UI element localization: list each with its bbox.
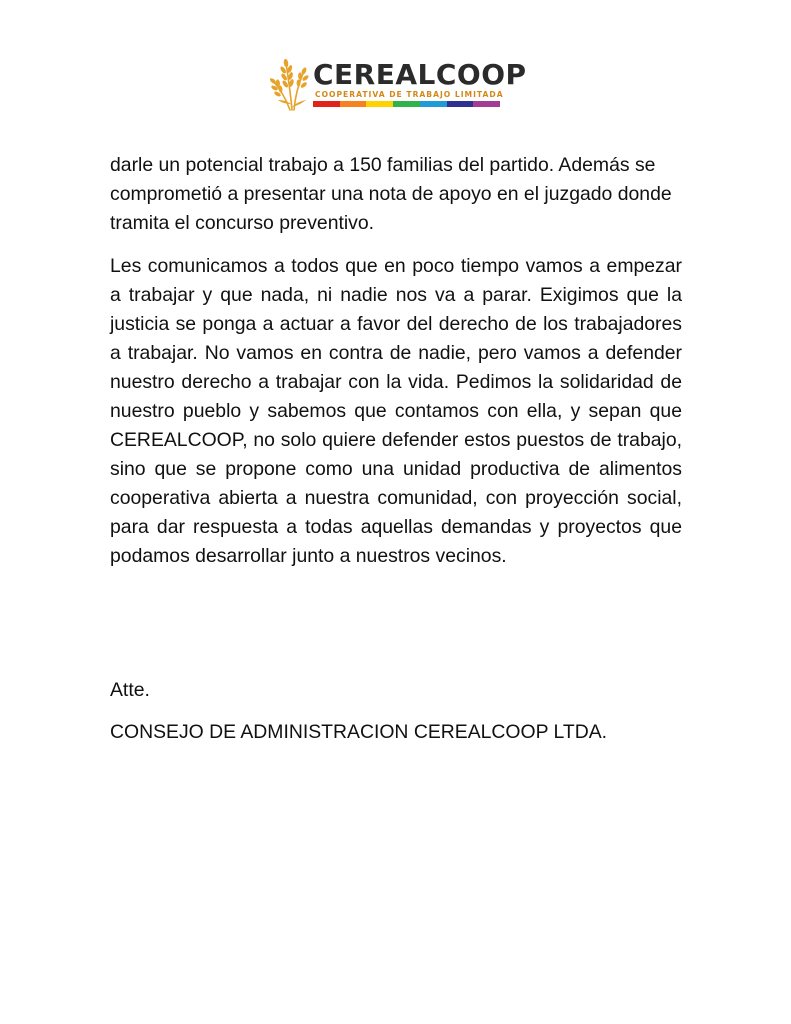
stripe-purple — [473, 101, 500, 107]
letterhead-logo — [270, 57, 527, 111]
stripe-dark-blue — [447, 101, 474, 107]
paragraph-1: darle un potencial trabajo a 150 familias del partido. Además se comprometió a presentar una nota de apoyo en el juzgado donde tramita el concurso preventivo. — [110, 154, 672, 234]
signature: CONSEJO DE ADMINISTRACION CEREALCOOP LTDA. — [110, 721, 608, 743]
wheat-icon — [270, 57, 312, 111]
stripe-light-blue — [420, 101, 447, 107]
paragraph-2: Les comunicamos a todos que en poco tiempo vamos a empezar a trabajar y que nada, ni nadie nos va a parar. Exigimos que la justicia se ponga a actuar a favor del derecho de los trabajadores a trabajar. No vamos en contra de nadie, pero vamos a defender nuestro derecho a trabajar con la vida. Pedimos la solidaridad de nuestro pueblo y sabemos que contamos con ella, y sepan que CEREALCOOP, no solo quiere defender estos puestos de trabajo, sino que se propone como una unidad productiva de alimentos cooperativa abierta a nuestra comunidad, con proyección social, para dar respuesta a todas aquellas demandas y proyectos que podamos desarrollar junto a nuestros vecinos. — [110, 255, 682, 567]
letter-body — [110, 151, 682, 571]
stripe-orange — [340, 101, 367, 107]
stripe-red — [313, 101, 340, 107]
logo-tagline: COOPERATIVA DE TRABAJO LIMITADA — [315, 90, 504, 99]
stripe-green — [393, 101, 420, 107]
logo-wordmark: CEREALCOOP — [313, 58, 527, 91]
logo-color-stripe — [313, 101, 500, 107]
letter-closing — [110, 676, 682, 747]
stripe-yellow — [366, 101, 393, 107]
salutation: Atte. — [110, 679, 150, 701]
